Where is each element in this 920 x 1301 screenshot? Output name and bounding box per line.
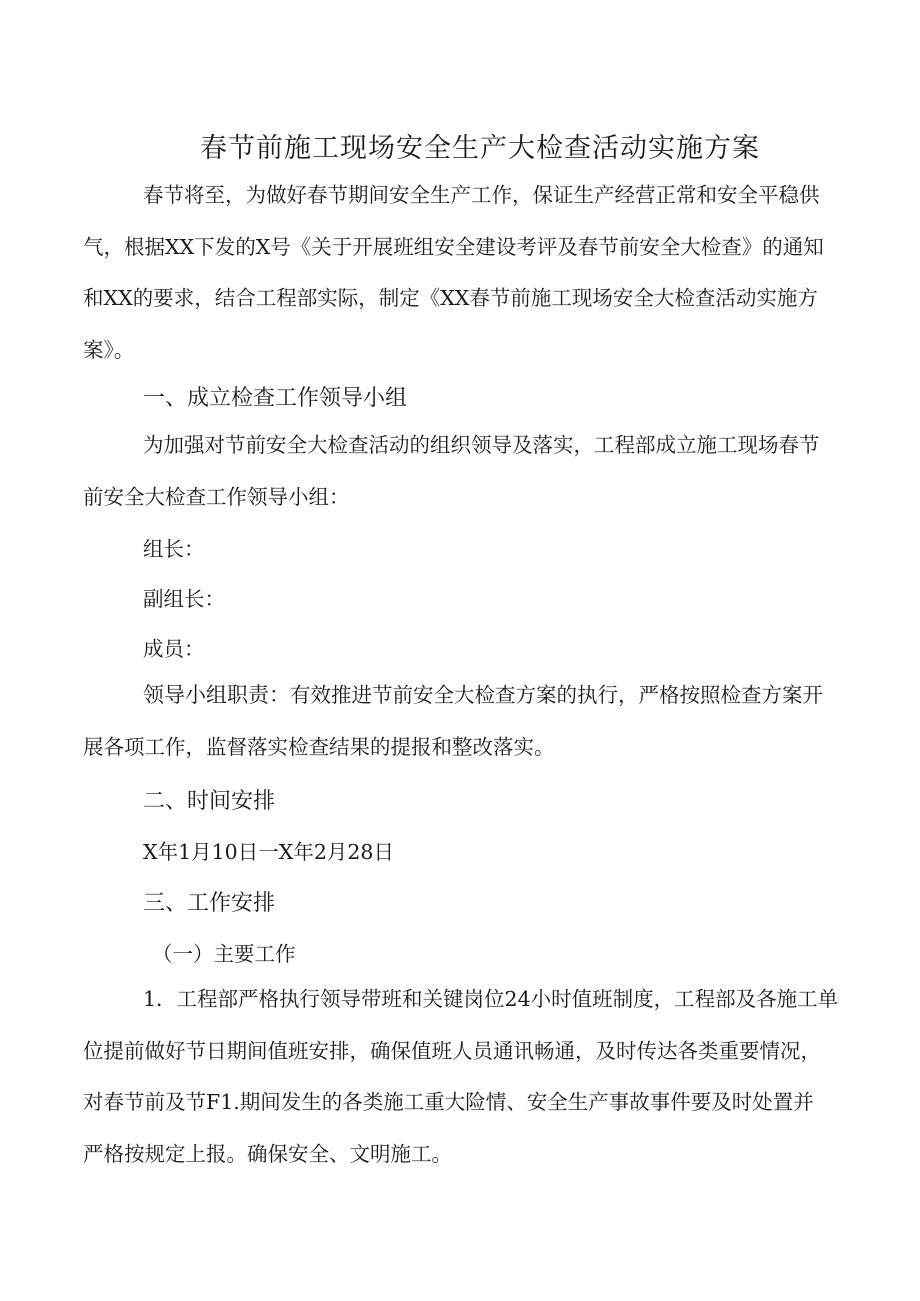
duty-line-2: 展各项工作，监督落实检查结果的提报和整改落实。 [83,734,555,759]
intro-line-3: 和XX的要求，结合工程部实际，制定《XX春节前施工现场安全大检查活动实施方 [83,286,818,310]
intro-paragraph [83,170,868,376]
duty-paragraph [83,670,868,773]
document-title: 春节前施工现场安全生产大检查活动实施方案 [200,133,760,164]
duty-text-1: 有效推进节前安全大检查方案的执行，严格按照检查方案开 [290,683,823,707]
item1-line-3: 对春节前及节F1.期间发生的各类施工重大险情、安全生产事故事件要及时处置并 [83,1090,814,1114]
item1-line-4: 严格按规定上报。确保安全、文明施工。 [83,1141,452,1166]
section2-heading: 二、时间安排 [143,789,276,814]
leader-label: 组长： [143,537,205,561]
duty-line-1 [143,670,868,722]
section3-heading: 三、工作安排 [143,891,276,916]
subsection-main-work: （一）主要工作 [152,942,296,966]
intro-line-1: 春节将至，为做好春节期间安全生产工作，保证生产经营正常和安全平稳供 [143,183,820,207]
members-label: 成员： [143,637,205,661]
item1-line-2: 位提前做好节日期间值班安排，确保值班人员通讯畅通，及时传达各类重要情况， [83,1038,821,1063]
schedule-dates: X年1月10日一X年2月28日 [143,840,394,864]
section1-line-2: 前安全大检查工作领导小组： [83,484,350,509]
section1-heading: 一、成立检查工作领导小组 [143,386,408,411]
intro-line-2: 气，根据XX下发的X号《关于开展班组安全建设考评及春节前安全大检查》的通知 [83,234,824,259]
intro-line-4: 案》。 [83,337,135,362]
section1-paragraph [83,420,868,523]
deputy-leader-label: 副组长： [143,587,225,611]
duty-label: 领导小组职责： [143,683,290,707]
section1-line-1: 为加强对节前安全大检查活动的组织领导及落实，工程部成立施工现场春节 [143,433,820,457]
item1-line-1: 1．工程部严格执行领导带班和关键岗位24小时值班制度，工程部及各施工单 [143,987,839,1011]
item1-paragraph [83,974,868,1180]
